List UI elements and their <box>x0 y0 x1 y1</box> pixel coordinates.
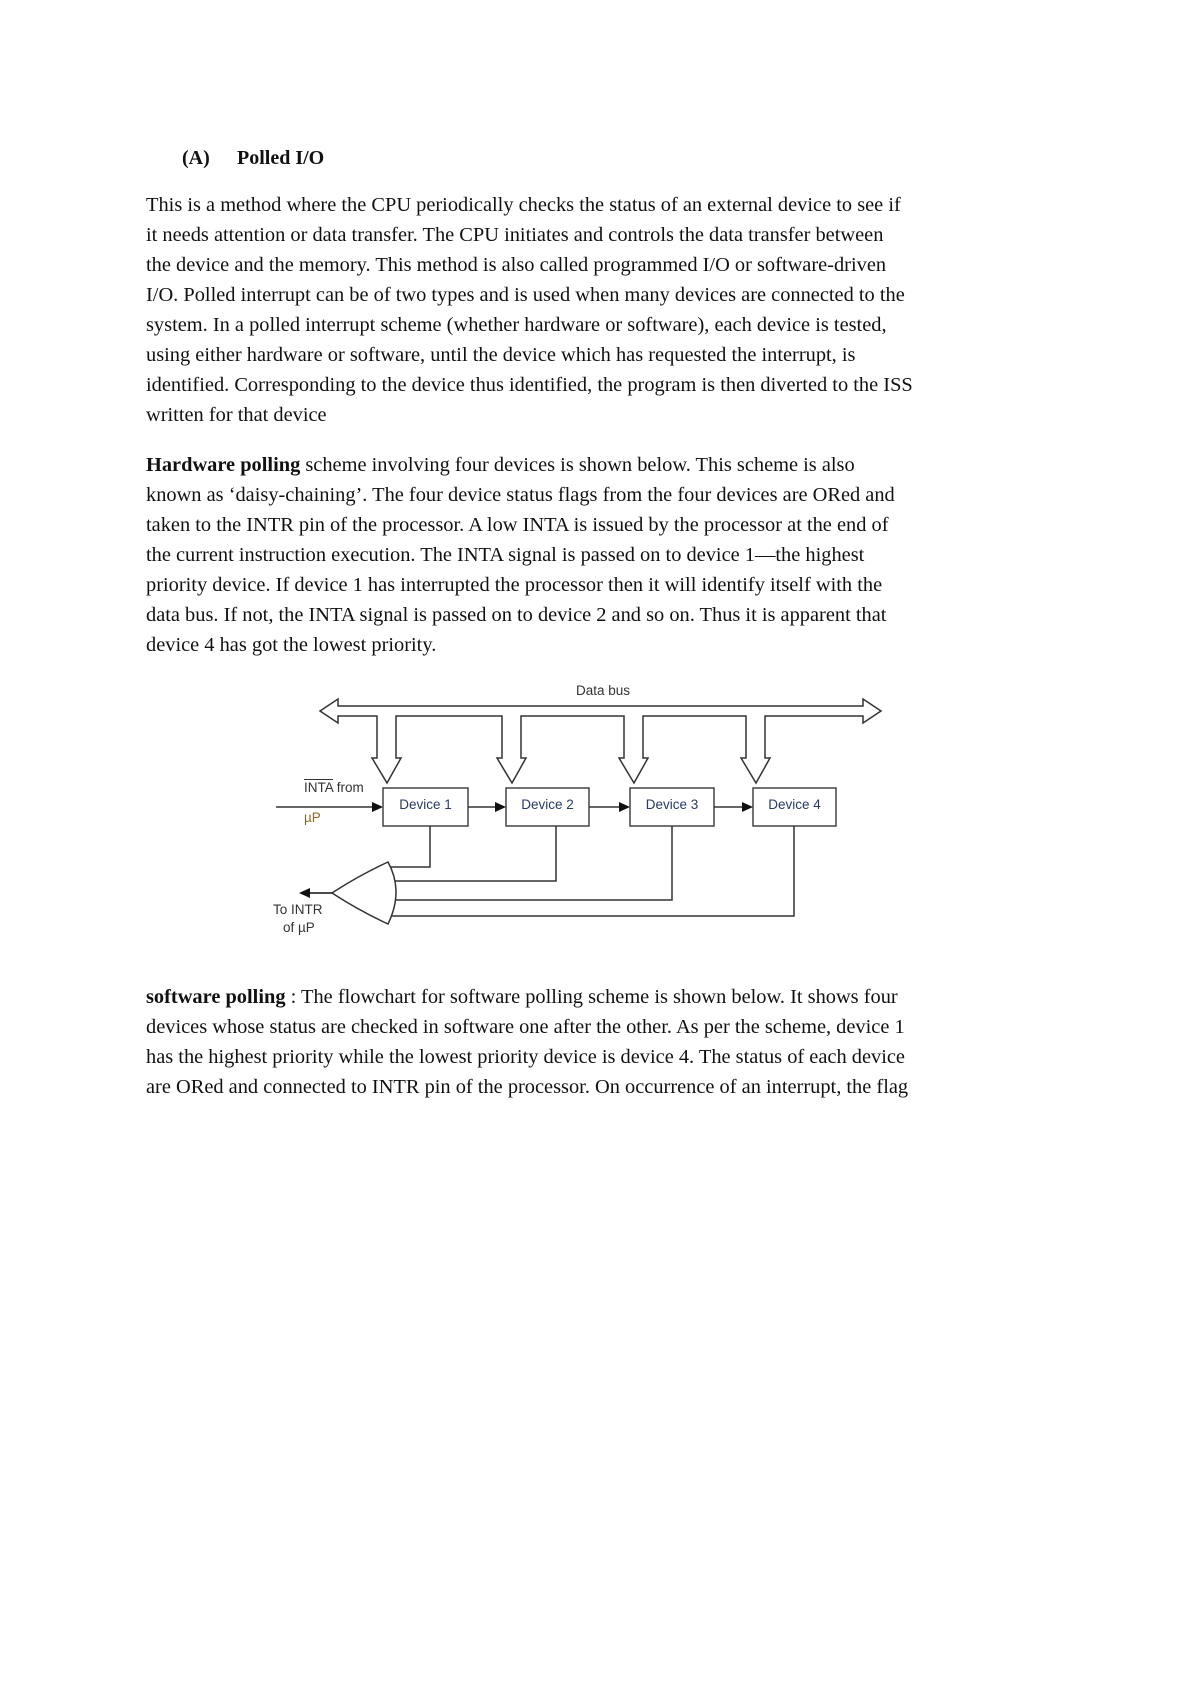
text-line: identified. Corresponding to the device thus identified, the program is then diverted to the ISS <box>146 374 913 396</box>
text-line: known as ‘daisy-chaining’. The four device status flags from the four devices are ORed and <box>146 484 895 506</box>
software-polling-paragraph <box>146 982 1076 1102</box>
text-line: priority device. If device 1 has interrupted the processor then it will identify itself with the <box>146 574 883 596</box>
section-heading <box>182 147 324 170</box>
text-line: data bus. If not, the INTA signal is passed on to device 2 and so on. Thus it is apparent that <box>146 604 887 626</box>
hardware-polling-term: Hardware polling <box>146 454 301 476</box>
device-4-flag-line <box>383 826 794 916</box>
daisy-chain-diagram <box>260 670 920 935</box>
hardware-polling-paragraph <box>146 450 1076 660</box>
to-intr-label: To INTR <box>273 902 323 917</box>
text-line: the device and the memory. This method is also called programmed I/O or software-driven <box>146 254 887 276</box>
text-line: the current instruction execution. The INTA signal is passed on to device 1—the highest <box>146 544 865 566</box>
text-line <box>146 982 1076 1012</box>
microprocessor-source-label: µP <box>304 810 321 825</box>
software-polling-term: software polling <box>146 986 286 1008</box>
text-line <box>146 450 1076 480</box>
intro-paragraph <box>146 190 1076 430</box>
text-line: written for that device <box>146 404 327 426</box>
device-4-label: Device 4 <box>768 797 821 812</box>
device-1-label: Device 1 <box>399 797 452 812</box>
or-gate <box>332 862 396 924</box>
section-title: Polled I/O <box>237 147 325 169</box>
data-bus-label: Data bus <box>576 683 631 698</box>
text-fragment: : The flowchart for software polling scheme is shown below. It shows four <box>285 986 898 1008</box>
text-line: This is a method where the CPU periodically checks the status of an external device to see if <box>146 194 901 216</box>
device-1-flag-line <box>383 826 430 867</box>
text-line: it needs attention or data transfer. The CPU initiates and controls the data transfer between <box>146 224 884 246</box>
of-microprocessor-label: of µP <box>283 920 315 935</box>
text-line: taken to the INTR pin of the processor. A low INTA is issued by the processor at the end of <box>146 514 889 536</box>
inta-suffix: from <box>333 780 364 795</box>
device-2-flag-line <box>377 826 556 881</box>
text-line: device 4 has got the lowest priority. <box>146 634 437 656</box>
device-3-label: Device 3 <box>645 797 699 812</box>
text-line: are ORed and connected to INTR pin of the processor. On occurrence of an interrupt, the flag <box>146 1076 909 1098</box>
data-bus-arrow <box>320 699 881 783</box>
text-fragment: scheme involving four devices is shown below. This scheme is also <box>300 454 855 476</box>
text-line: I/O. Polled interrupt can be of two types and is used when many devices are connected to the <box>146 284 905 306</box>
device-2-label: Device 2 <box>521 797 574 812</box>
device-3-flag-line <box>377 826 672 900</box>
text-line: system. In a polled interrupt scheme (whether hardware or software), each device is tested, <box>146 314 887 336</box>
text-line: devices whose status are checked in software one after the other. As per the scheme, device 1 <box>146 1016 905 1038</box>
inta-input-label <box>304 780 364 795</box>
text-line: using either hardware or software, until the device which has requested the interrupt, is <box>146 344 856 366</box>
section-number: (A) <box>182 147 210 169</box>
text-line: has the highest priority while the lowest priority device is device 4. The status of each device <box>146 1046 905 1068</box>
inta-signal: INTA <box>304 780 334 795</box>
